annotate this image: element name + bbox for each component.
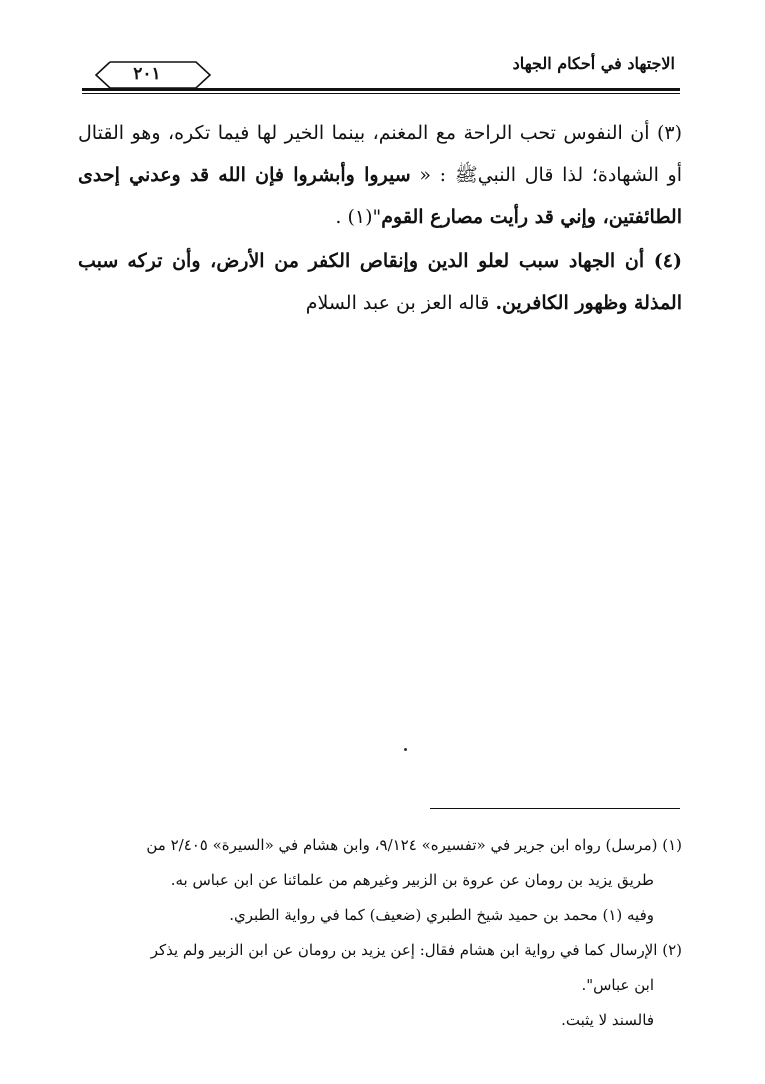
p3-hadith-part2: الطائفتين، وإني قد رأيت مصارع القوم xyxy=(381,206,682,228)
stray-dot xyxy=(404,748,407,751)
footnote-1-line3: وفيه (١) محمد بن حميد شيخ الطبري (ضعيف) كما في رواية الطبري. xyxy=(229,906,654,924)
footnote-2-line2: ابن عباس". xyxy=(581,976,654,994)
p3-line1: (٣) أن النفوس تحب الراحة مع المغنم، بينما الخير لها فيما تكره، وهو xyxy=(131,122,682,144)
page-number: ٢٠١ xyxy=(133,64,161,84)
p3-hadith-part1: سيروا وأبشروا فإن الله قد وعدني إحدى xyxy=(78,164,411,186)
running-header-title: الاجتهاد في أحكام الجهاد xyxy=(512,54,675,73)
header-rule-thin xyxy=(82,93,680,94)
footnotes xyxy=(78,828,682,1038)
p3-line2-plain: القتال أو الشهادة؛ لذا قال النبيﷺ : « xyxy=(78,122,682,186)
footnote-separator xyxy=(430,808,680,809)
header-rule-thick xyxy=(82,88,680,91)
footnote-1-line2: طريق يزيد بن رومان عن عروة بن الزبير وغيرهم من علمائنا عن ابن عباس به. xyxy=(170,871,654,889)
paragraph-4 xyxy=(78,240,682,324)
footnote-2-line1: (٢) الإرسال كما في رواية ابن هشام فقال: إعن يزيد بن رومان عن ابن الزبير ولم يذكر xyxy=(150,941,682,959)
p4-line2-plain: قاله العز بن عبد السلام xyxy=(305,292,496,314)
p4-line1: (٤) أن الجهاد سبب لعلو الدين وإنقاص الكفر من الأرض، وأن تركه xyxy=(127,250,682,272)
page-number-frame xyxy=(82,60,212,90)
p4-line2-bold: سبب المذلة وظهور الكافرين. xyxy=(78,250,682,314)
p3-footnote-ref: "(١) . xyxy=(335,206,382,228)
paragraph-3 xyxy=(78,112,682,238)
footnote-1-line1: (١) (مرسل) رواه ابن جرير في «تفسيره» ٩/١٢٤، وابن هشام في «السيرة» ٢/٤٠٥ من xyxy=(146,836,682,854)
footnote-2-line3: فالسند لا يثبت. xyxy=(561,1011,654,1029)
main-text xyxy=(78,112,682,326)
